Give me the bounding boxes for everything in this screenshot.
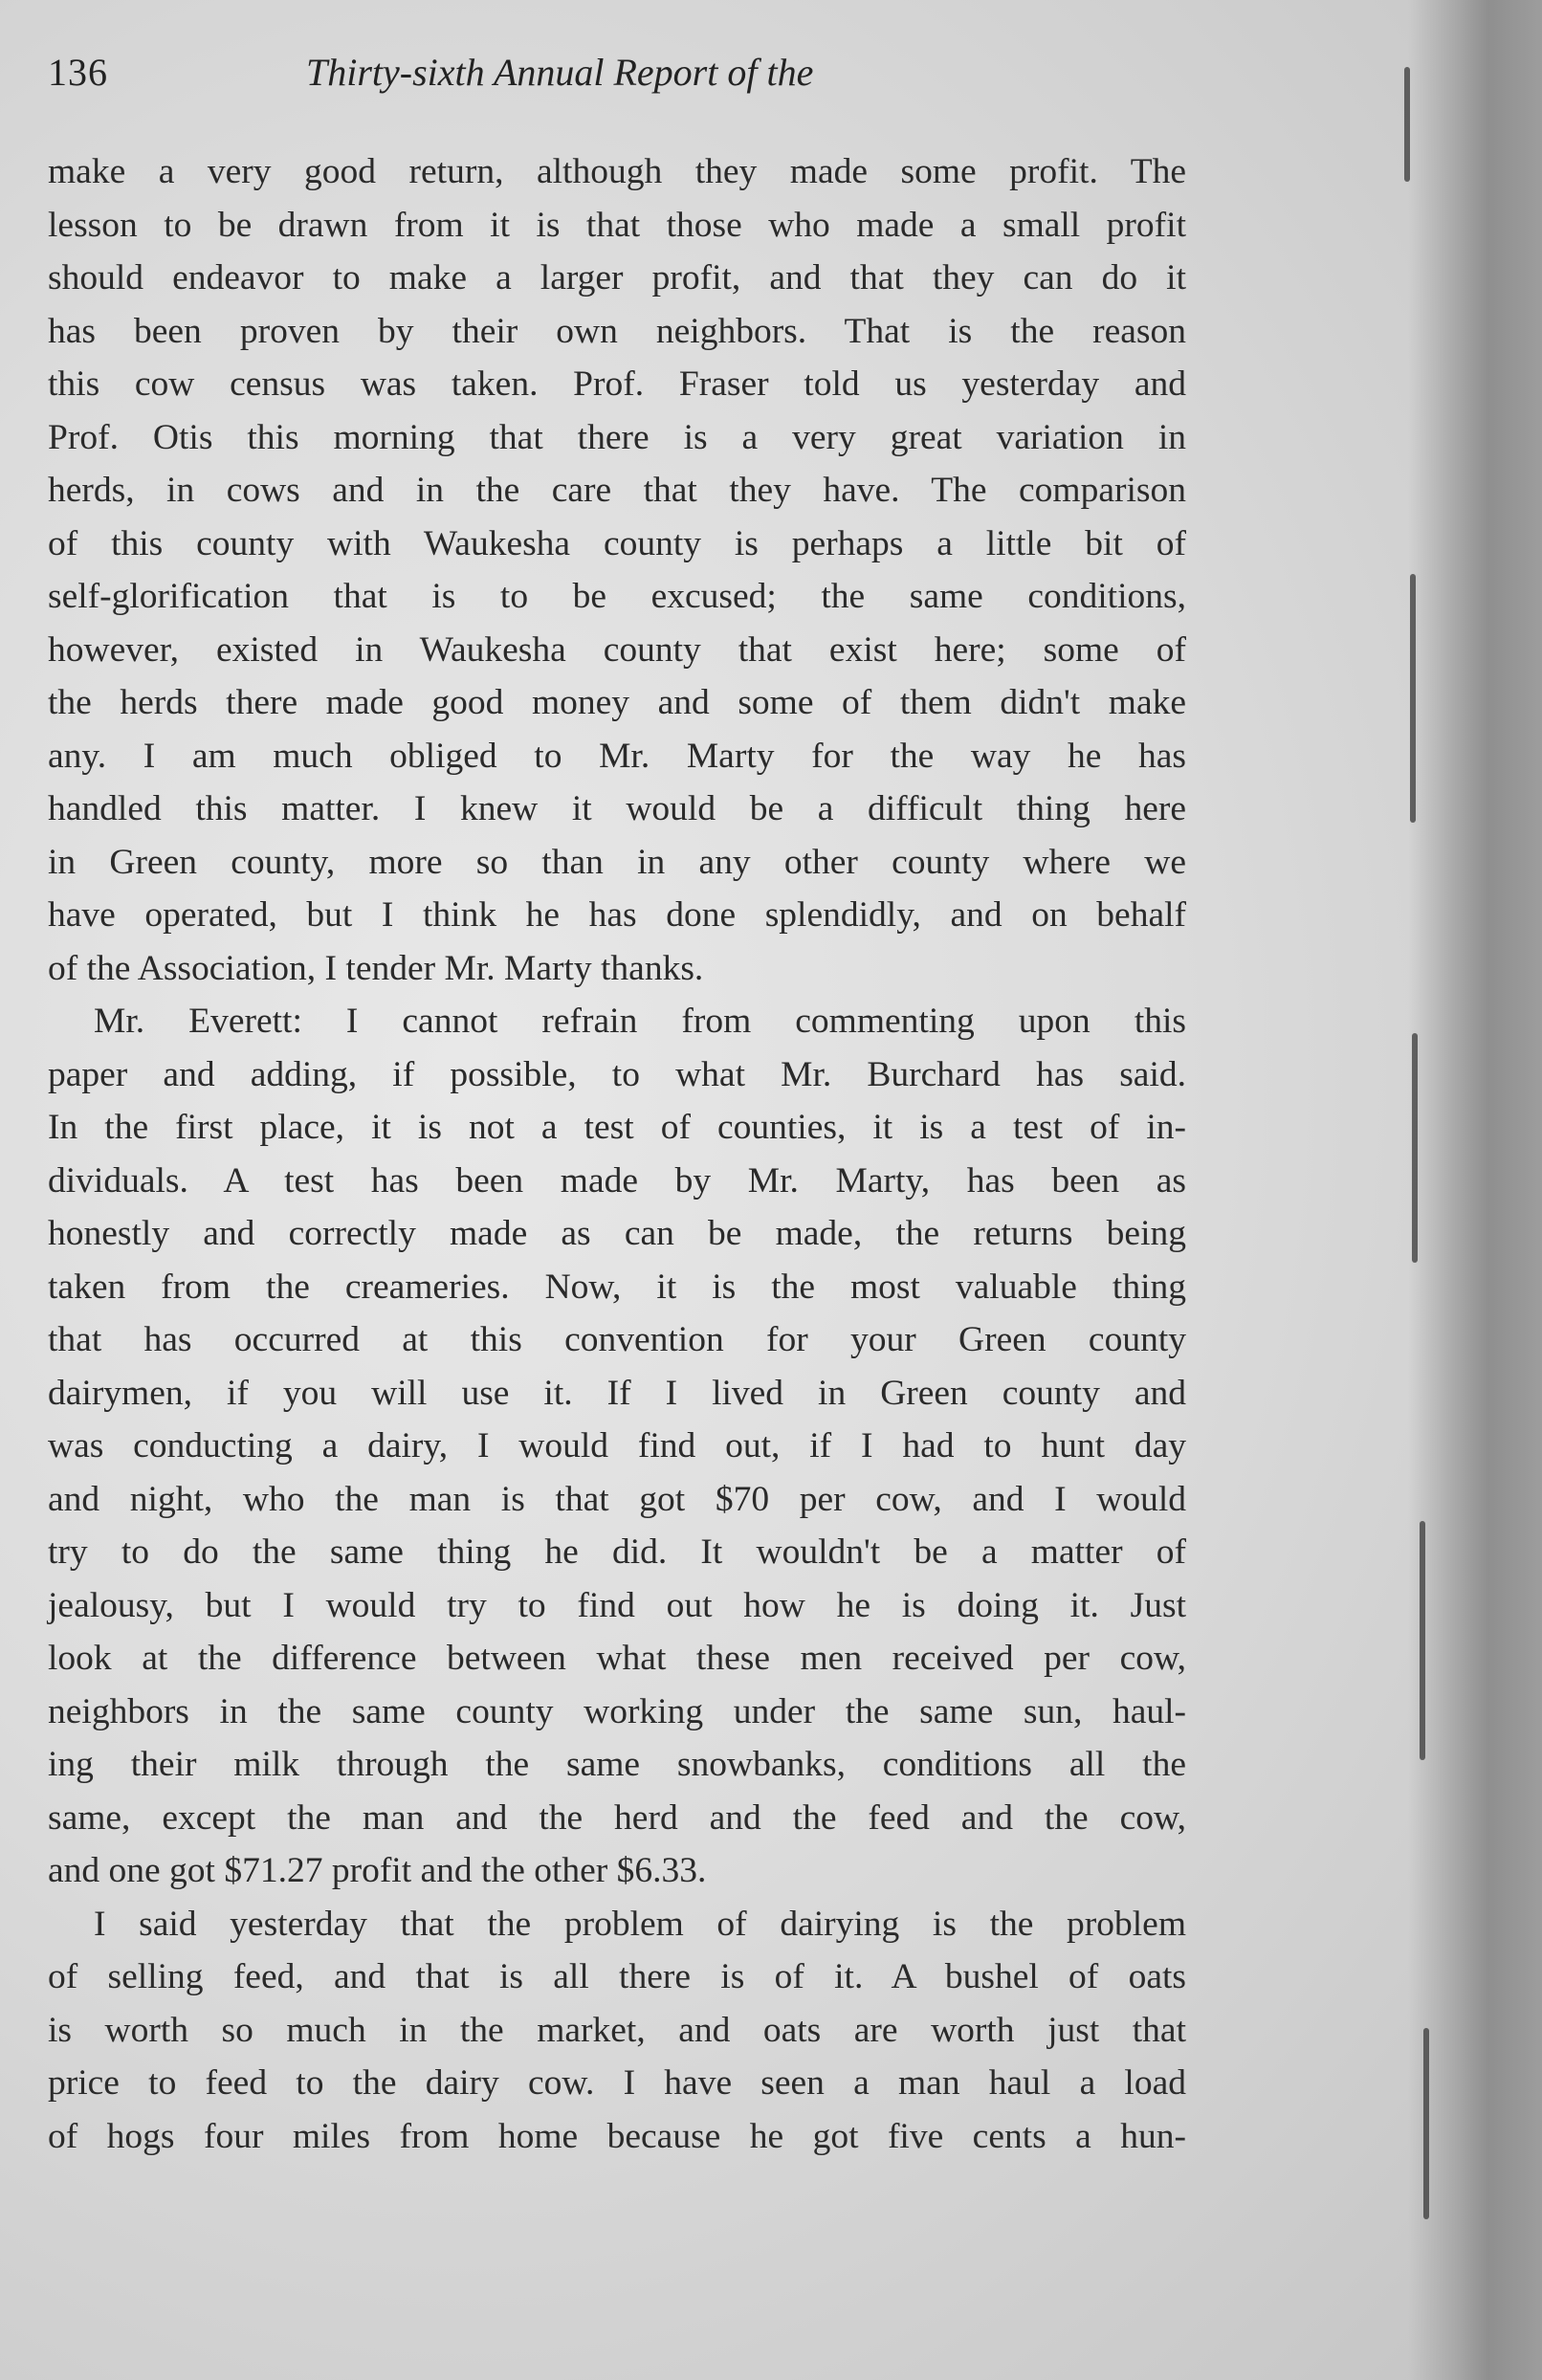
- text-line: Prof. Otis this morning that there is a very great variation in: [48, 417, 1186, 457]
- paragraph: [48, 995, 1186, 1898]
- text-line: self-glorification that is to be excused; the same conditions,: [48, 577, 1186, 616]
- text-line: jealousy, but I would try to find out how he is doing it. Just: [48, 1585, 1186, 1625]
- binding-thread-mark: [1404, 67, 1410, 182]
- text-line: herds, in cows and in the care that they have. The comparison: [48, 471, 1186, 510]
- page-number: 136: [48, 51, 108, 94]
- text-line: the herds there made good money and some of them didn't make: [48, 683, 1186, 722]
- text-line: of the Association, I tender Mr. Marty thanks.: [48, 948, 704, 988]
- text-line: have operated, but I think he has done splendidly, and on behalf: [48, 895, 1186, 935]
- text-line: and one got $71.27 profit and the other $6.33.: [48, 1851, 707, 1890]
- page-header: [48, 50, 1177, 107]
- text-line: I said yesterday that the problem of dairying is the problem: [94, 1904, 1186, 1944]
- binding-thread-mark: [1420, 1521, 1425, 1760]
- text-line: that has occurred at this convention for your Green county: [48, 1320, 1186, 1359]
- running-title: Thirty-sixth Annual Report of the: [306, 51, 814, 94]
- text-line: this cow census was taken. Prof. Fraser told us yesterday and: [48, 364, 1186, 404]
- text-line: dairymen, if you will use it. If I lived in Green county and: [48, 1373, 1186, 1413]
- text-line: has been proven by their own neighbors. That is the reason: [48, 311, 1186, 351]
- text-line: make a very good return, although they made some profit. The: [48, 152, 1186, 191]
- text-line: Mr. Everett: I cannot refrain from commenting upon this: [94, 1002, 1186, 1041]
- text-line: same, except the man and the herd and the feed and the cow,: [48, 1797, 1186, 1838]
- paragraph: [48, 145, 1186, 995]
- binding-thread-mark: [1412, 1033, 1418, 1263]
- binding-thread-mark: [1410, 574, 1416, 823]
- page-gutter: [1408, 0, 1542, 2380]
- text-line: of selling feed, and that is all there is of it. A bushel of oats: [48, 1957, 1186, 1996]
- text-line: taken from the creameries. Now, it is the most valuable thing: [48, 1267, 1186, 1307]
- text-line: any. I am much obliged to Mr. Marty for the way he has: [48, 736, 1186, 776]
- text-line: and night, who the man is that got $70 per cow, and I would: [48, 1479, 1186, 1519]
- text-line: lesson to be drawn from it is that those who made a small profit: [48, 205, 1186, 245]
- text-line: dividuals. A test has been made by Mr. Marty, has been as: [48, 1160, 1186, 1201]
- body-text: [48, 145, 1186, 2163]
- text-line: in Green county, more so than in any other county where we: [48, 842, 1186, 882]
- text-line: should endeavor to make a larger profit, and that they can do it: [48, 258, 1186, 298]
- binding-thread-mark: [1423, 2028, 1429, 2219]
- text-line: try to do the same thing he did. It wouldn't be a matter of: [48, 1532, 1186, 1572]
- text-line: paper and adding, if possible, to what Mr. Burchard has said.: [48, 1054, 1186, 1094]
- text-line: ing their milk through the same snowbanks, conditions all the: [48, 1745, 1186, 1784]
- paragraph: [48, 1898, 1186, 2164]
- text-line: look at the difference between what these men received per cow,: [48, 1639, 1186, 1678]
- text-line: of this county with Waukesha county is perhaps a little bit of: [48, 523, 1186, 563]
- text-line: price to feed to the dairy cow. I have seen a man haul a load: [48, 2063, 1186, 2103]
- text-line: handled this matter. I knew it would be a difficult thing here: [48, 789, 1186, 828]
- text-line: was conducting a dairy, I would find out, if I had to hunt day: [48, 1426, 1186, 1465]
- text-line: is worth so much in the market, and oats are worth just that: [48, 2010, 1186, 2050]
- text-line: In the first place, it is not a test of counties, it is a test of in-: [48, 1108, 1186, 1147]
- text-line: of hogs four miles from home because he got five cents a hun-: [48, 2116, 1186, 2156]
- text-line: neighbors in the same county working under the same sun, haul-: [48, 1691, 1186, 1731]
- text-line: however, existed in Waukesha county that exist here; some of: [48, 629, 1186, 670]
- text-line: honestly and correctly made as can be made, the returns being: [48, 1214, 1186, 1253]
